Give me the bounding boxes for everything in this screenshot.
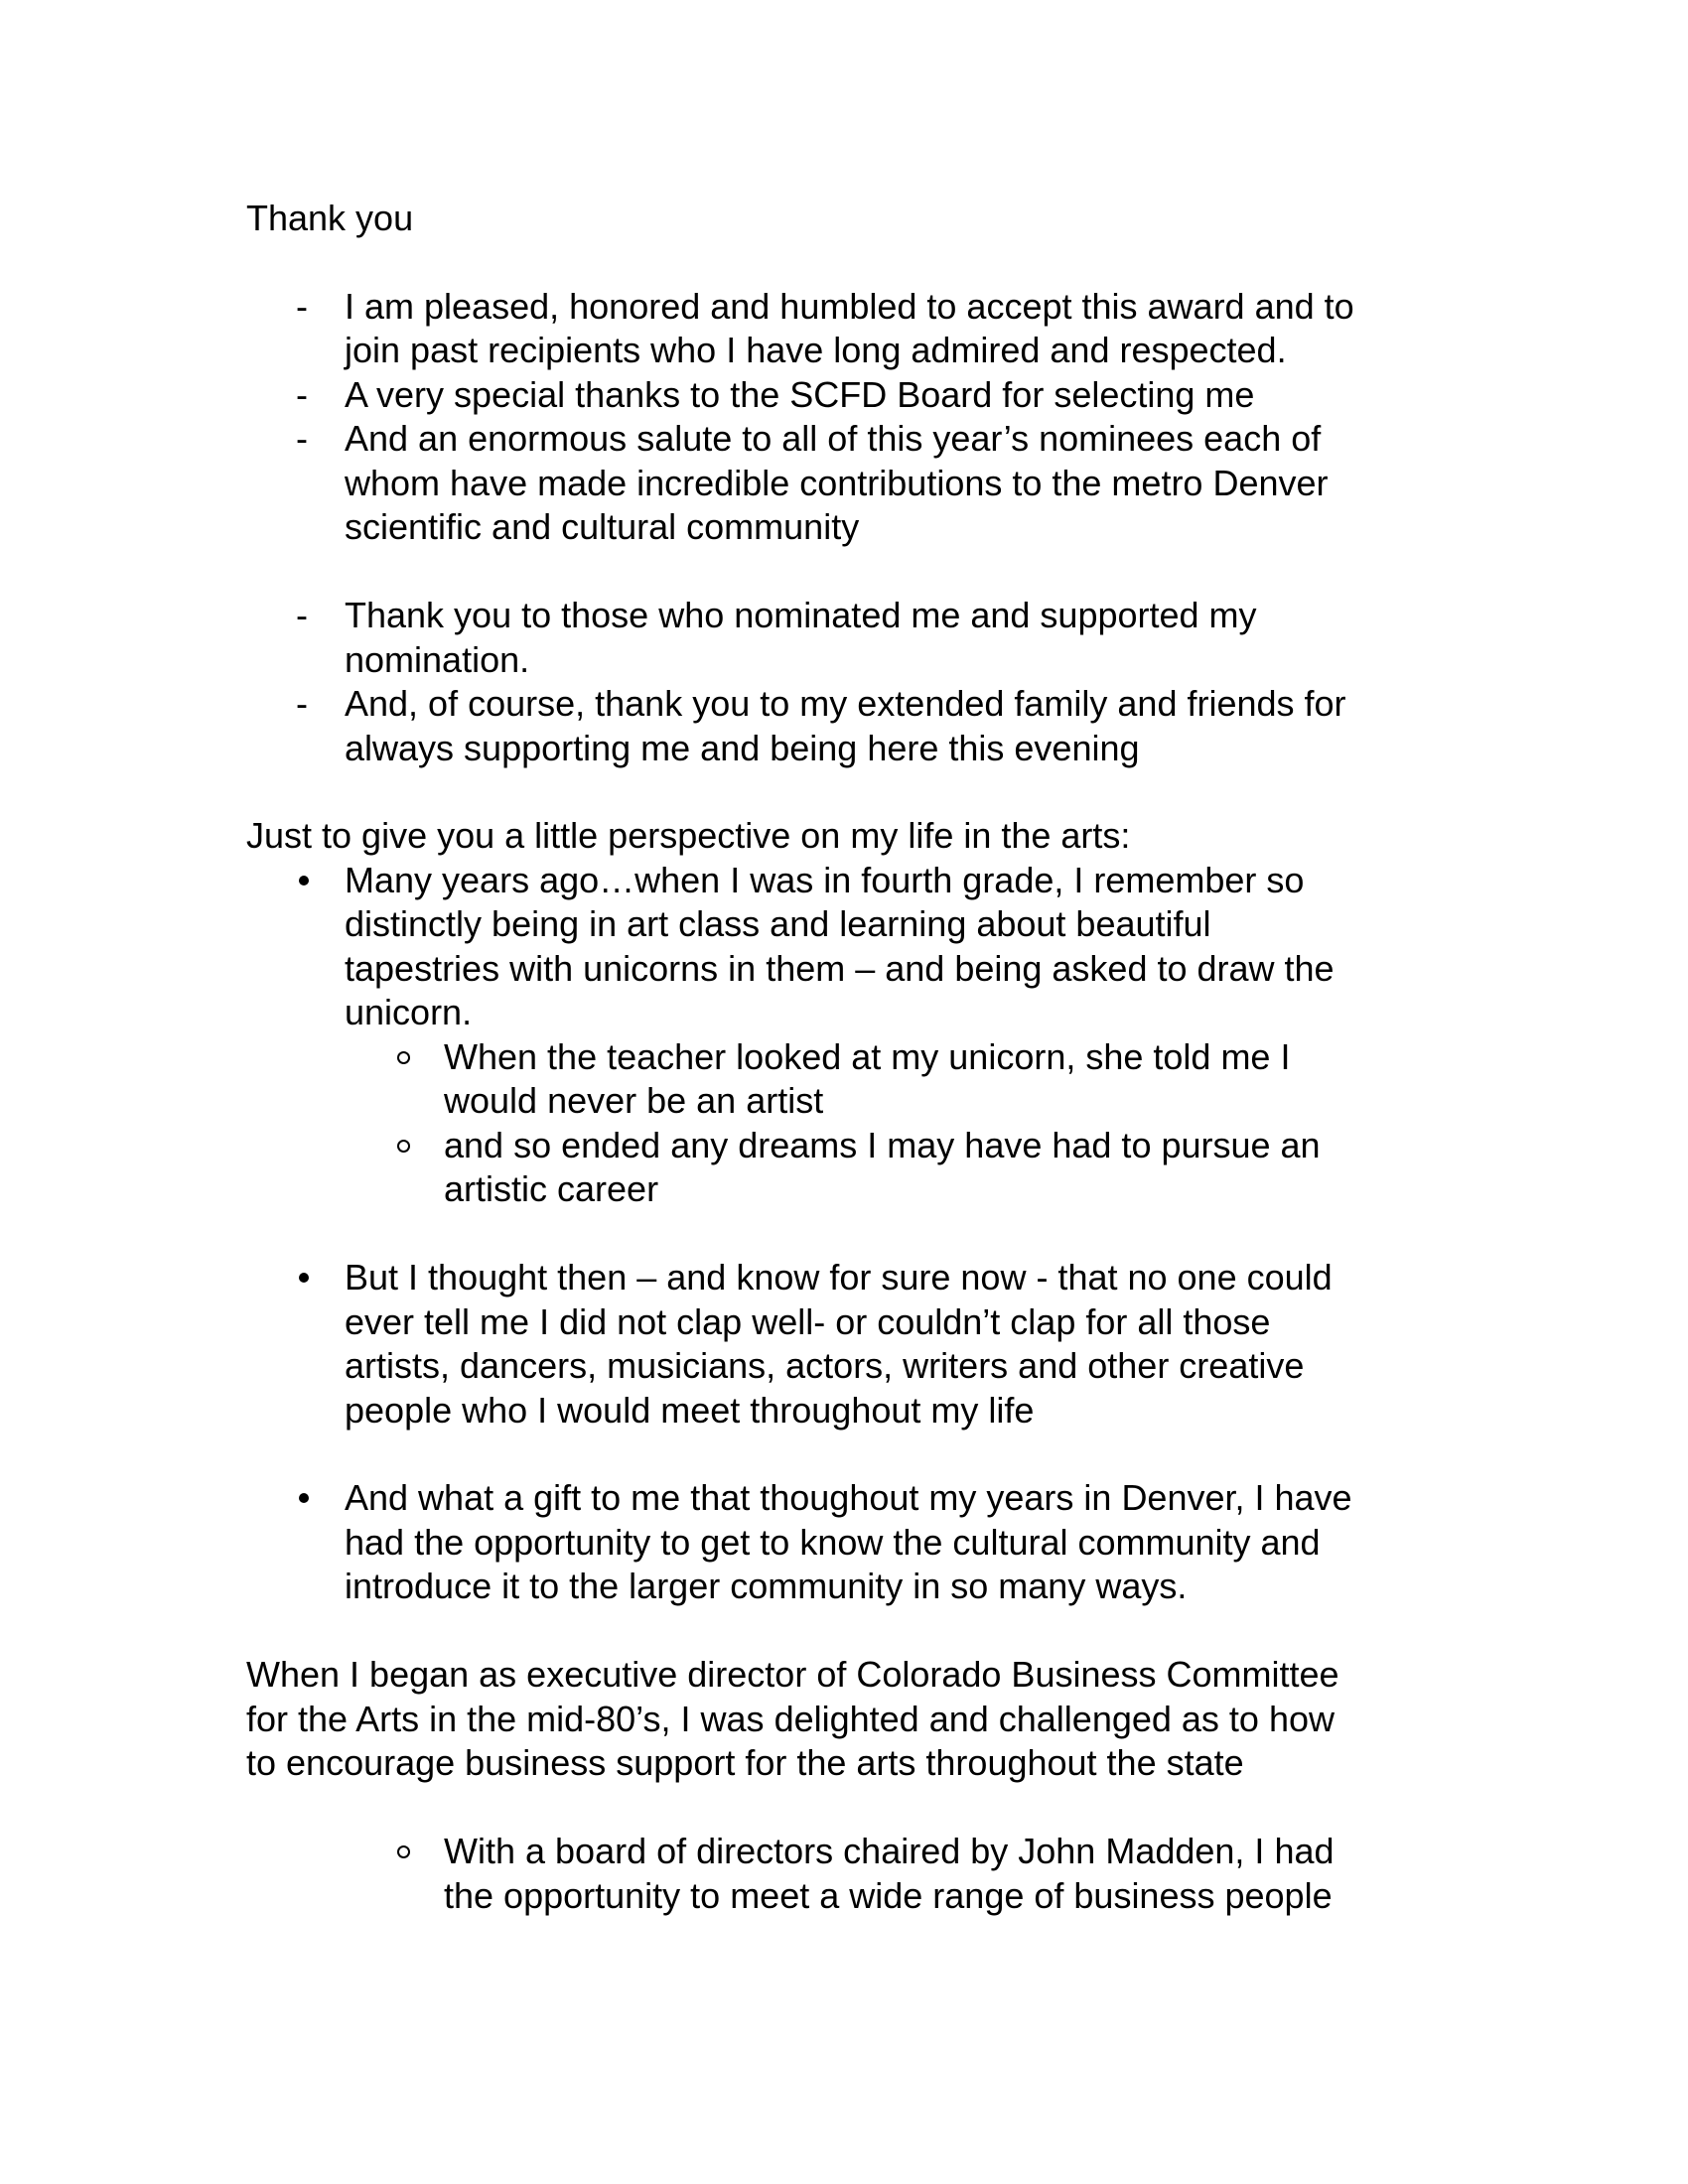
list-item-line: whom have made incredible contributions to the metro Denver xyxy=(345,463,1329,503)
list-item-line: would never be an artist xyxy=(444,1080,824,1121)
list-item-line: always supporting me and being here this evening xyxy=(345,728,1140,768)
dash-marker: - xyxy=(296,595,308,635)
list-item-line: When the teacher looked at my unicorn, she told me I xyxy=(444,1036,1291,1077)
perspective-intro: Just to give you a little perspective on my life in the arts: xyxy=(246,815,1131,856)
list-item-line: unicorn. xyxy=(345,992,473,1032)
bullet-icon xyxy=(299,1493,309,1503)
list-item-line: With a board of directors chaired by John Madden, I had xyxy=(444,1831,1335,1871)
list-item-line: the opportunity to meet a wide range of business people xyxy=(444,1875,1333,1916)
list-item-line: join past recipients who I have long admired and respected. xyxy=(345,330,1287,370)
list-item-line: Thank you to those who nominated me and supported my xyxy=(345,595,1257,635)
circle-bullet-icon xyxy=(397,1845,410,1858)
circle-bullet-icon xyxy=(397,1140,410,1153)
page-title: Thank you xyxy=(246,198,414,238)
bullet-icon xyxy=(299,876,309,886)
paragraph-line: to encourage business support for the arts throughout the state xyxy=(246,1742,1244,1783)
list-item-line: Many years ago…when I was in fourth grade, I remember so xyxy=(345,860,1305,900)
dash-marker: - xyxy=(296,418,308,459)
paragraph-line: for the Arts in the mid-80’s, I was delighted and challenged as to how xyxy=(246,1699,1335,1739)
paragraph-line: When I began as executive director of Colorado Business Committee xyxy=(246,1654,1339,1695)
list-item-line: introduce it to the larger community in so many ways. xyxy=(345,1566,1188,1606)
list-item-line: and so ended any dreams I may have had to pursue an xyxy=(444,1125,1321,1165)
list-item-line: artists, dancers, musicians, actors, writers and other creative xyxy=(345,1345,1305,1386)
circle-bullet-icon xyxy=(397,1051,410,1064)
list-item-line: And an enormous salute to all of this year’s nominees each of xyxy=(345,418,1322,459)
list-item-line: people who I would meet throughout my life xyxy=(345,1390,1035,1431)
dash-marker: - xyxy=(296,683,308,724)
list-item-line: A very special thanks to the SCFD Board for selecting me xyxy=(345,374,1255,415)
list-item-line: artistic career xyxy=(444,1168,659,1209)
list-item-line: tapestries with unicorns in them – and being asked to draw the xyxy=(345,948,1335,989)
list-item-line: But I thought then – and know for sure now - that no one could xyxy=(345,1257,1333,1297)
list-item-line: And, of course, thank you to my extended family and friends for xyxy=(345,683,1346,724)
list-item-line: had the opportunity to get to know the cultural community and xyxy=(345,1522,1321,1563)
bullet-icon xyxy=(299,1273,309,1283)
list-item-line: ever tell me I did not clap well- or couldn’t clap for all those xyxy=(345,1301,1271,1342)
list-item-line: And what a gift to me that thoughout my years in Denver, I have xyxy=(345,1477,1352,1518)
list-item-line: scientific and cultural community xyxy=(345,506,860,547)
dash-marker: - xyxy=(296,286,308,327)
dash-marker: - xyxy=(296,374,308,415)
list-item-line: distinctly being in art class and learning about beautiful xyxy=(345,903,1211,944)
list-item-line: nomination. xyxy=(345,639,530,680)
list-item-line: I am pleased, honored and humbled to accept this award and to xyxy=(345,286,1354,327)
